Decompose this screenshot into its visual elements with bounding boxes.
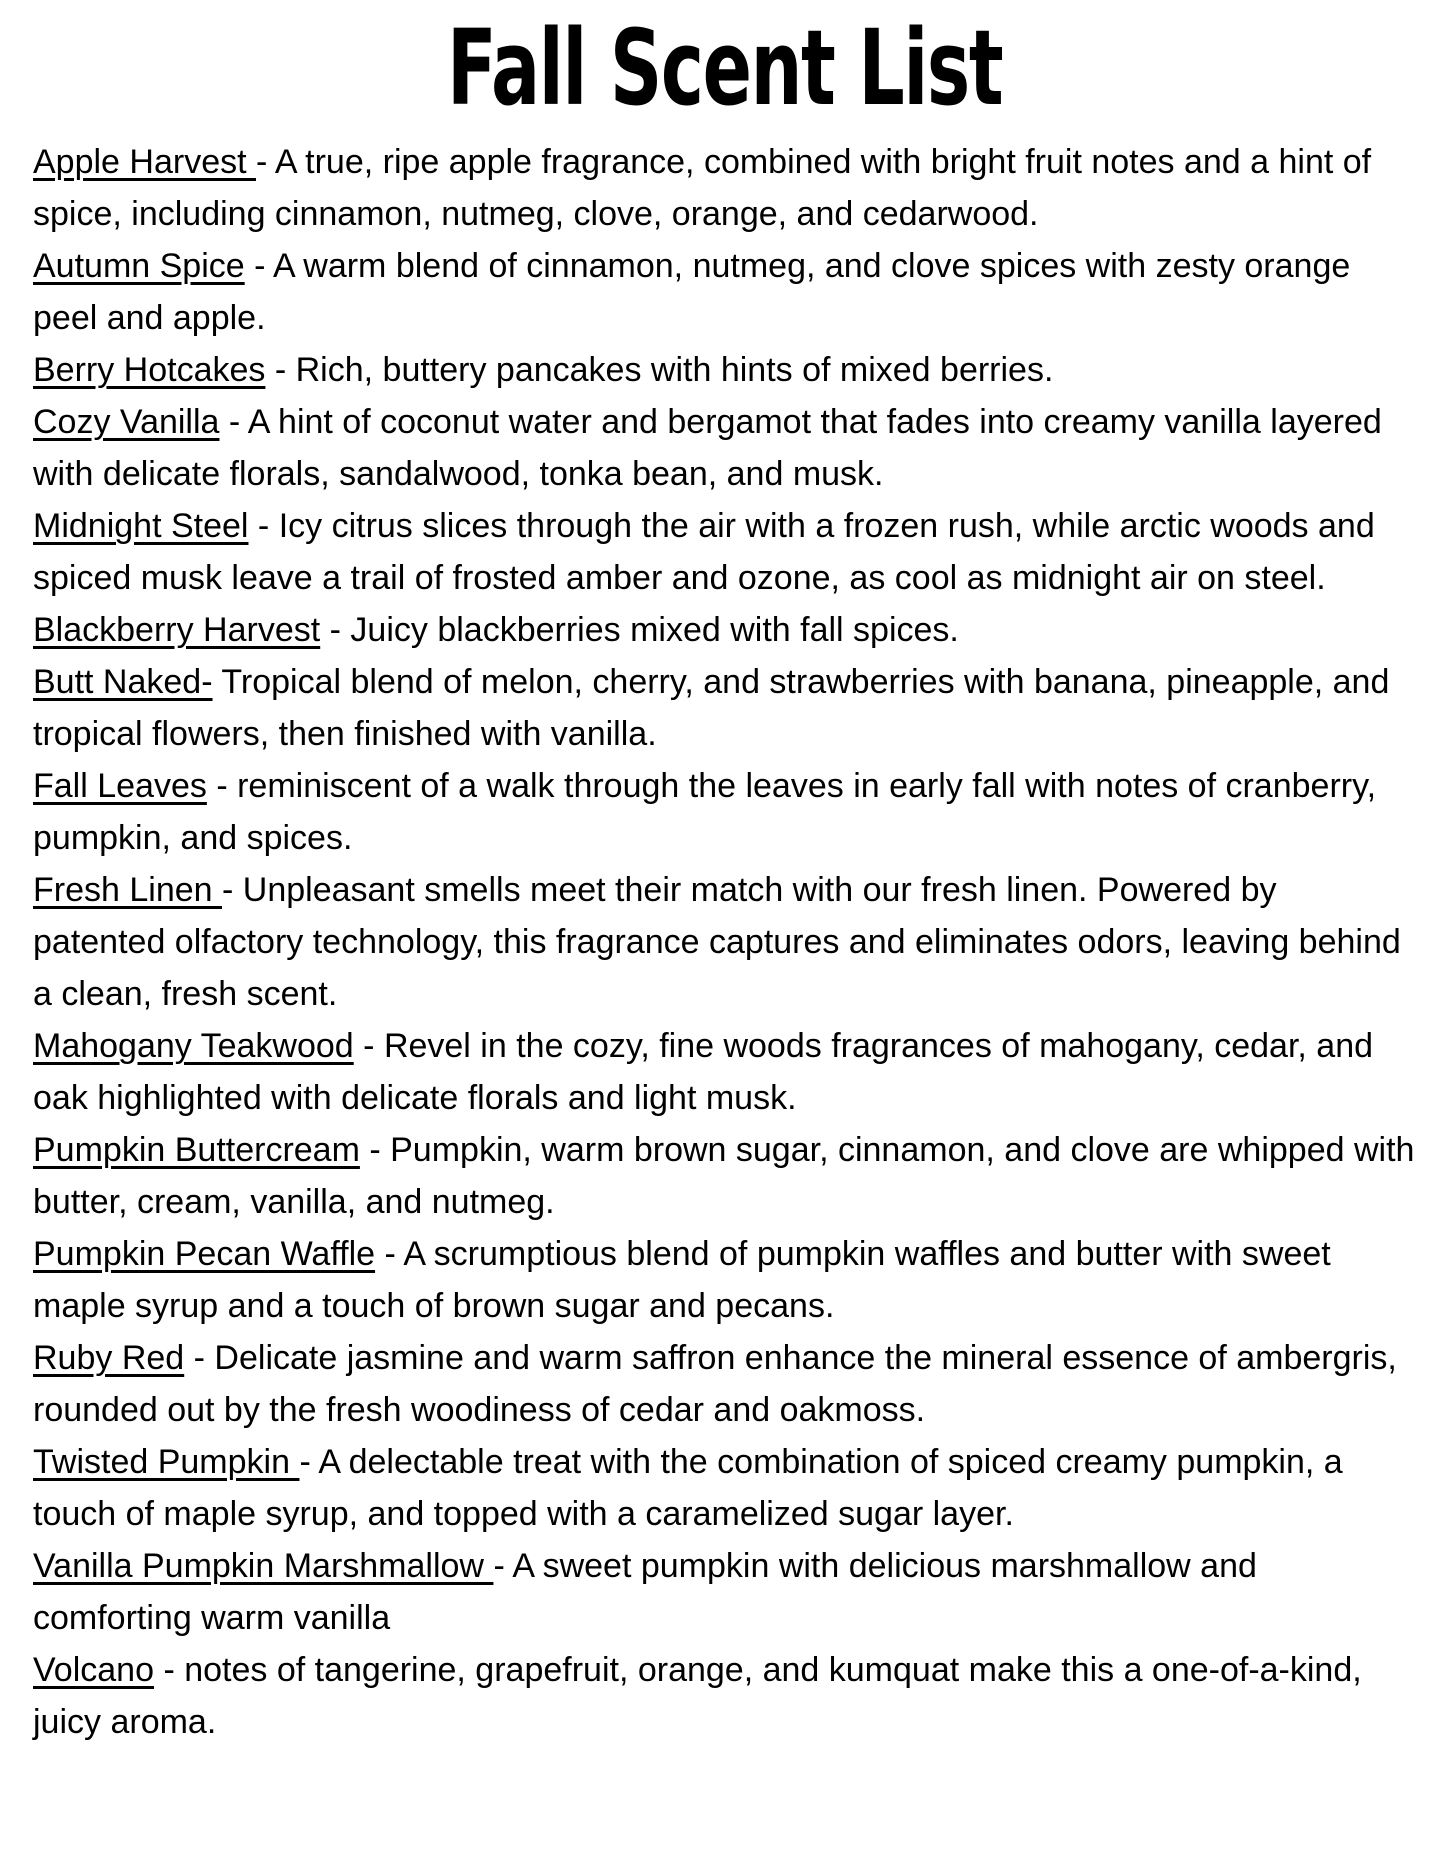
scent-separator: - bbox=[353, 1027, 384, 1066]
scent-entry bbox=[33, 1644, 1417, 1748]
scent-entry bbox=[33, 1436, 1417, 1540]
scent-name: Twisted Pumpkin bbox=[33, 1443, 300, 1482]
scent-entry bbox=[33, 760, 1417, 864]
scent-name: Fresh Linen bbox=[33, 871, 222, 910]
scent-separator: - bbox=[256, 143, 275, 182]
scent-name: Volcano bbox=[33, 1651, 154, 1690]
scent-description: Unpleasant smells meet their match with our fresh linen. Powered by patented olfactory technology, this fragrance captures and eliminates odors, leaving behind a clean, fresh scent. bbox=[33, 871, 1401, 1014]
scent-separator: - bbox=[184, 1339, 215, 1378]
scent-separator: - bbox=[493, 1547, 513, 1586]
scent-separator: - bbox=[222, 871, 243, 910]
scent-separator: - bbox=[265, 351, 296, 390]
scent-name: Autumn Spice bbox=[33, 247, 245, 286]
scent-description: A hint of coconut water and bergamot that fades into creamy vanilla layered with delicate florals, sandalwood, tonka bean, and musk. bbox=[33, 403, 1382, 494]
scent-name: Apple Harvest bbox=[33, 143, 256, 182]
page-title bbox=[33, 7, 1417, 129]
scent-description: Juicy blackberries mixed with fall spices. bbox=[350, 611, 959, 650]
scent-separator: - bbox=[299, 1443, 319, 1482]
scent-entry bbox=[33, 344, 1417, 396]
scent-separator: - bbox=[248, 507, 279, 546]
scent-description: Delicate jasmine and warm saffron enhance the mineral essence of ambergris, rounded out by the fresh woodiness of cedar and oakmoss. bbox=[33, 1339, 1397, 1430]
scent-separator: - bbox=[359, 1131, 391, 1170]
scent-description: Icy citrus slices through the air with a frozen rush, while arctic woods and spiced musk leave a trail of frosted amber and ozone, as cool as midnight air on steel. bbox=[33, 507, 1375, 598]
scent-entry bbox=[33, 240, 1417, 344]
scent-name: Vanilla Pumpkin Marshmallow bbox=[33, 1547, 494, 1586]
scent-name: Butt Naked- bbox=[33, 663, 213, 702]
scent-name: Fall Leaves bbox=[33, 767, 207, 806]
scent-description: A delectable treat with the combination of spiced creamy pumpkin, a touch of maple syrup, and topped with a caramelized sugar layer. bbox=[33, 1443, 1343, 1534]
scent-description: A warm blend of cinnamon, nutmeg, and clove spices with zesty orange peel and apple. bbox=[33, 247, 1351, 338]
scent-entry bbox=[33, 656, 1417, 760]
scent-description: A sweet pumpkin with delicious marshmallow and comforting warm vanilla bbox=[33, 1547, 1257, 1638]
scent-separator: - bbox=[219, 403, 248, 442]
scent-description: A scrumptious blend of pumpkin waffles and butter with sweet maple syrup and a touch of brown sugar and pecans. bbox=[33, 1235, 1331, 1326]
scent-entry bbox=[33, 1124, 1417, 1228]
scent-entry bbox=[33, 1228, 1417, 1332]
scent-separator: - bbox=[320, 611, 351, 650]
scent-description: A true, ripe apple fragrance, combined with bright fruit notes and a hint of spice, including cinnamon, nutmeg, clove, orange, and cedarwood. bbox=[33, 143, 1372, 234]
scent-entry bbox=[33, 500, 1417, 604]
scent-entry bbox=[33, 1332, 1417, 1436]
scent-entry bbox=[33, 1020, 1417, 1124]
scent-separator: - bbox=[244, 247, 274, 286]
scent-name: Pumpkin Pecan Waffle bbox=[33, 1235, 376, 1274]
scent-separator: - bbox=[206, 767, 238, 806]
scent-description: Tropical blend of melon, cherry, and strawberries with banana, pineapple, and tropical flowers, then finished with vanilla. bbox=[33, 663, 1390, 754]
scent-description: Pumpkin, warm brown sugar, cinnamon, and clove are whipped with butter, cream, vanilla, and nutmeg. bbox=[33, 1131, 1415, 1222]
scent-name: Mahogany Teakwood bbox=[33, 1027, 354, 1066]
scent-description: Rich, buttery pancakes with hints of mixed berries. bbox=[295, 351, 1054, 390]
scent-name: Berry Hotcakes bbox=[33, 351, 266, 390]
scent-separator: - bbox=[375, 1235, 404, 1274]
scent-description: Revel in the cozy, fine woods fragrances of mahogany, cedar, and oak highlighted with delicate florals and light musk. bbox=[33, 1027, 1374, 1118]
scent-description: reminiscent of a walk through the leaves in early fall with notes of cranberry, pumpkin, and spices. bbox=[33, 767, 1377, 858]
scent-list bbox=[33, 136, 1417, 1748]
scent-description: notes of tangerine, grapefruit, orange, and kumquat make this a one-of-a-kind, juicy aroma. bbox=[33, 1651, 1362, 1742]
scent-entry bbox=[33, 604, 1417, 656]
scent-separator: - bbox=[154, 1651, 185, 1690]
scent-entry bbox=[33, 864, 1417, 1020]
scent-entry bbox=[33, 396, 1417, 500]
scent-entry bbox=[33, 136, 1417, 240]
scent-name: Ruby Red bbox=[33, 1339, 185, 1378]
page-title-text: Fall Scent List bbox=[447, 7, 1003, 129]
scent-entry bbox=[33, 1540, 1417, 1644]
scent-name: Blackberry Harvest bbox=[33, 611, 321, 650]
scent-name: Pumpkin Buttercream bbox=[33, 1131, 360, 1170]
scent-name: Midnight Steel bbox=[33, 507, 249, 546]
scent-name: Cozy Vanilla bbox=[33, 403, 220, 442]
